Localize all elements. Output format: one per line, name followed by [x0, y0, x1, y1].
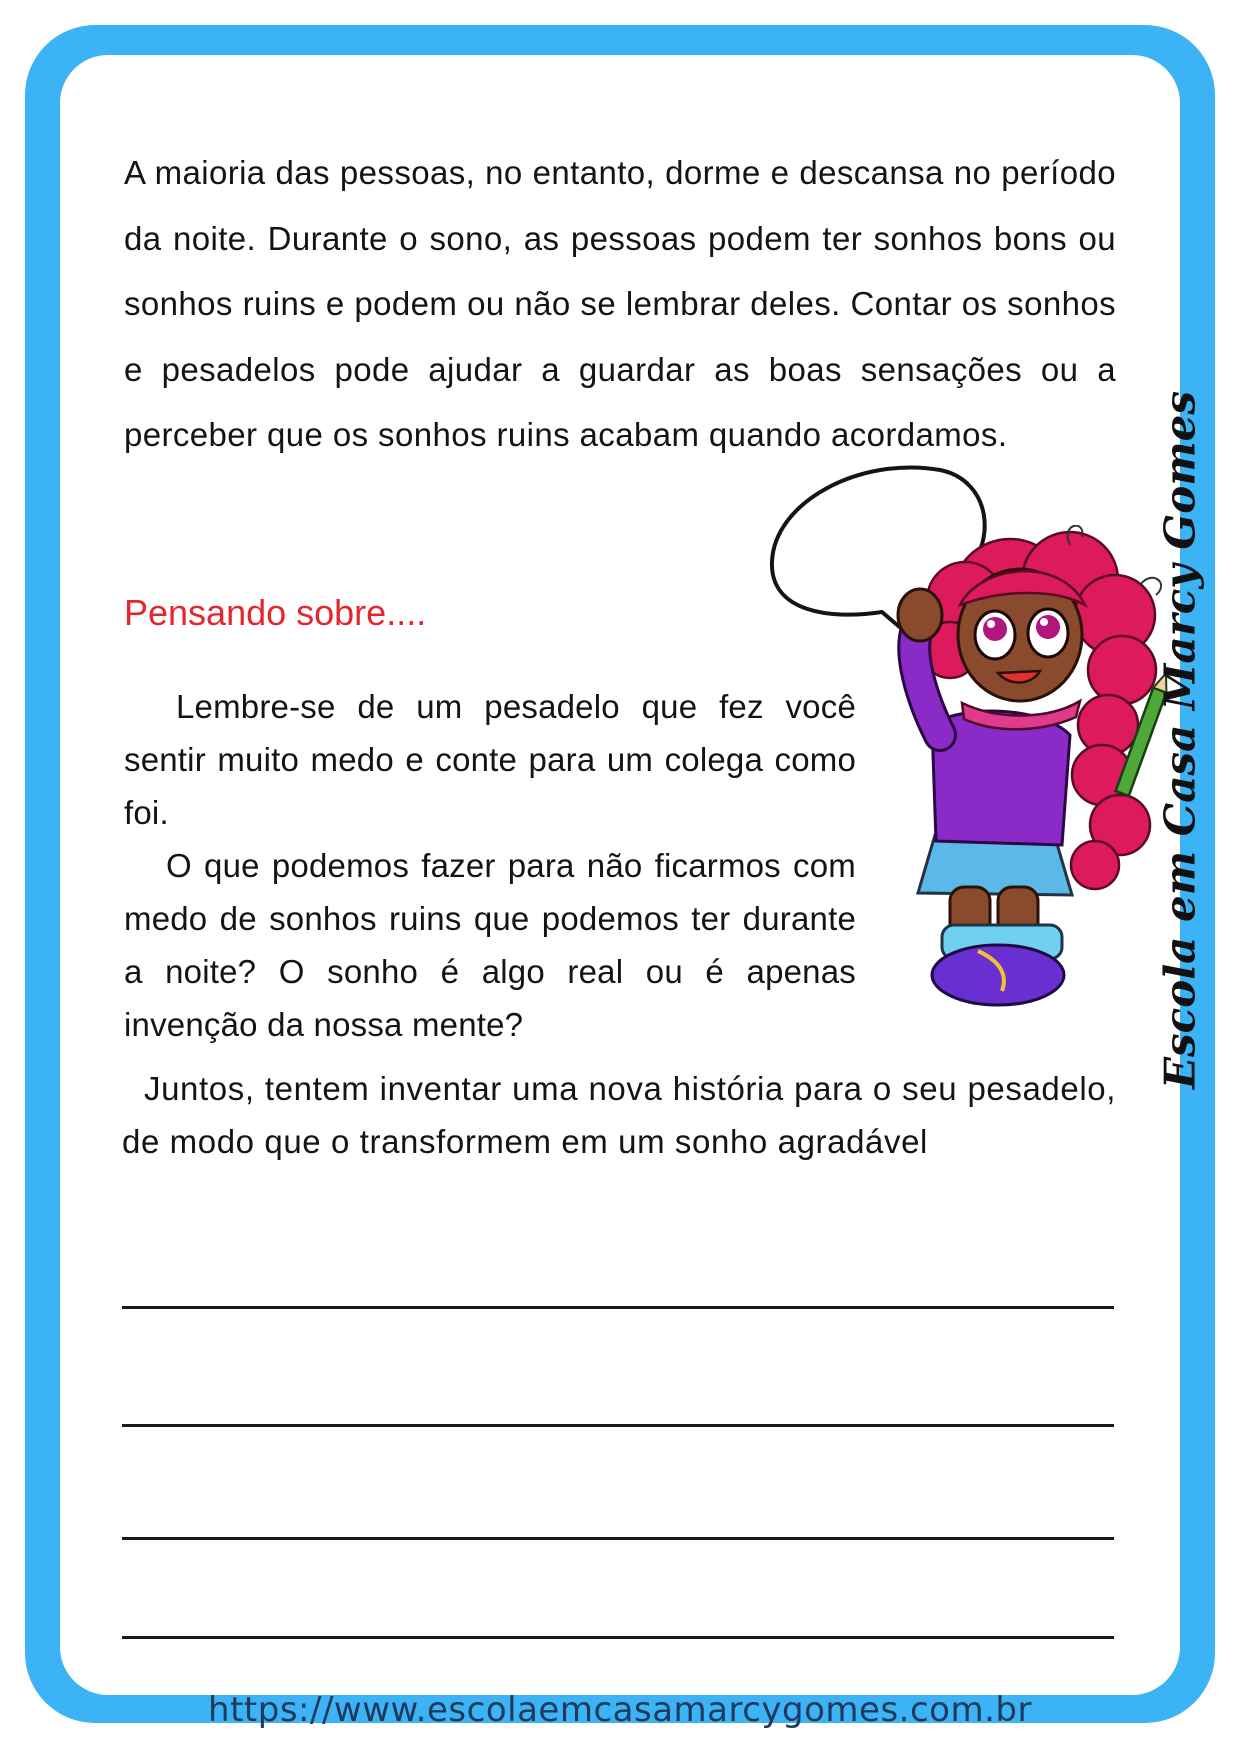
website-url[interactable]: https://www.escolaemcasamarcygomes.com.br	[208, 1690, 1032, 1730]
answer-line-3[interactable]	[122, 1537, 1114, 1540]
girl-with-speech-bubble-icon	[890, 525, 1190, 1010]
questions-block	[124, 680, 856, 1051]
question-2: O que podemos fazer para não ficarmos com medo de sonhos ruins que podemos ter durante a noite? O sonho é algo real ou é apenas invenção da nossa mente?	[124, 847, 856, 1043]
intro-paragraph: A maioria das pessoas, no entanto, dorme e descansa no período da noite. Durante o sono, as pessoas podem ter sonhos bons ou sonhos ruins e podem ou não se lembrar deles. Contar os sonhos e pesadelos pode ajudar a guardar as boas sensações ou a perceber que os sonhos ruins acabam quando acordamos.	[124, 154, 1116, 454]
activity-paragraph: Juntos, tentem inventar uma nova história para o seu pesadelo, de modo que o transformem em um sonho agradável	[122, 1070, 1116, 1160]
watermark: Escola em Casa Marcy Gomes	[1155, 390, 1205, 1090]
answer-line-4[interactable]	[122, 1636, 1114, 1639]
section-heading: Pensando sobre....	[124, 592, 427, 633]
question-1: Lembre-se de um pesadelo que fez você sentir muito medo e conte para um colega como foi.	[124, 688, 856, 831]
answer-line-2[interactable]	[122, 1424, 1114, 1427]
answer-line-1[interactable]	[122, 1306, 1114, 1309]
